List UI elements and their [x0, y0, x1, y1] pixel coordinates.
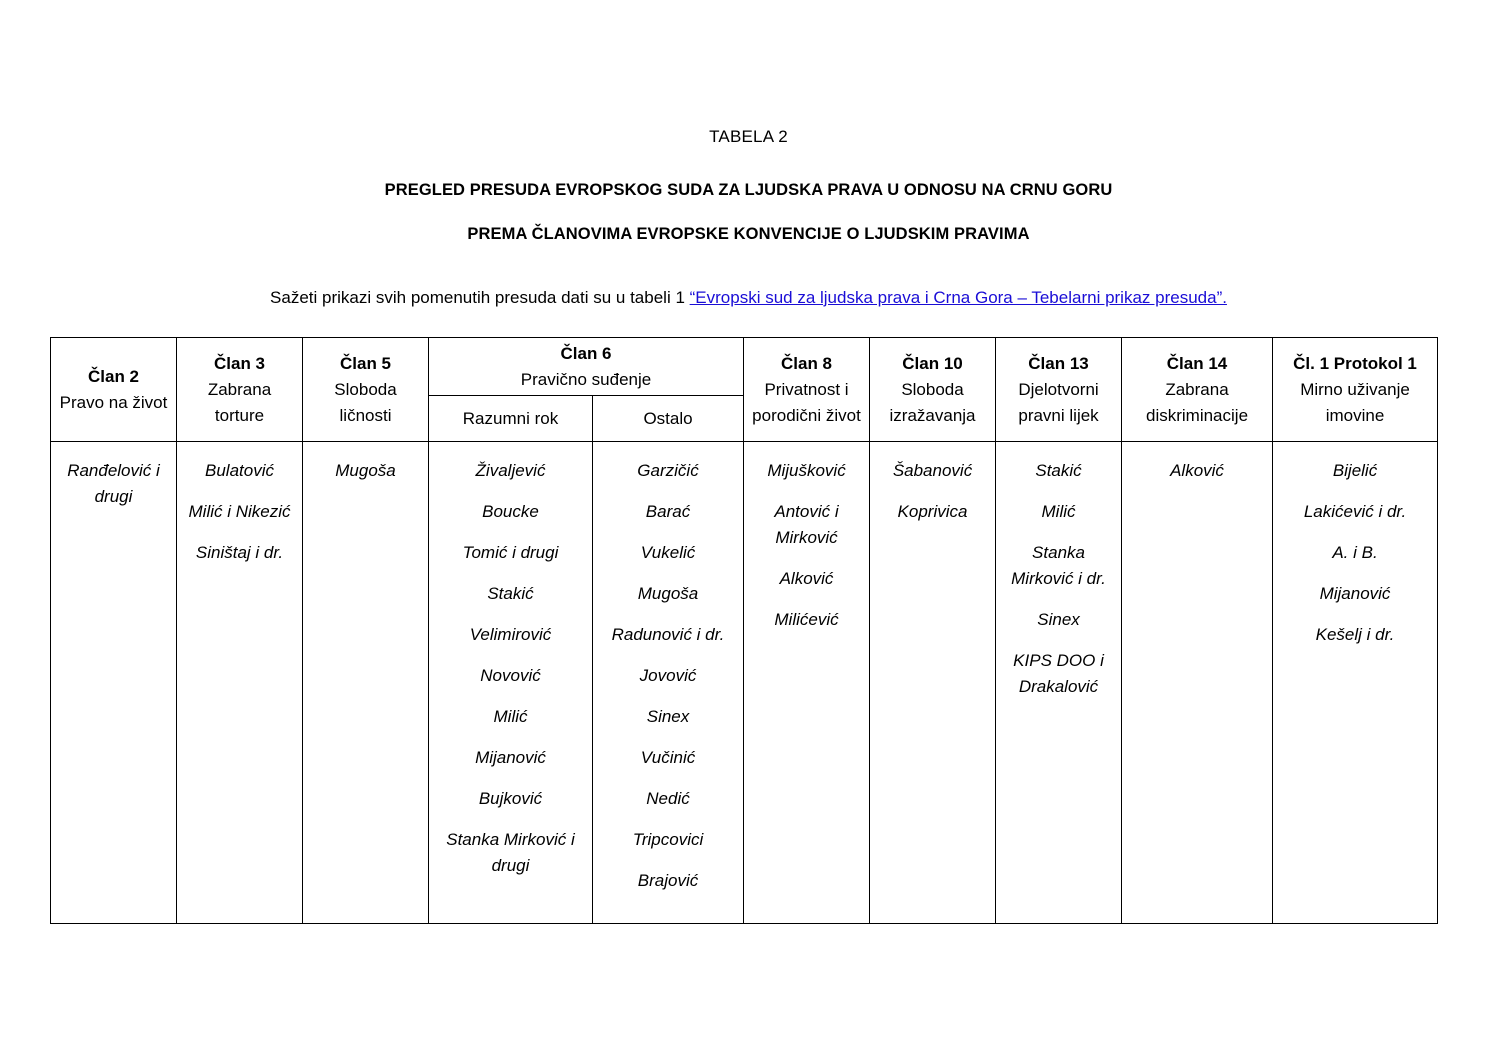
- article-subject: Sloboda ličnosti: [334, 379, 397, 425]
- case-name: Tripcovici: [632, 830, 704, 849]
- case-name: Vukelić: [640, 543, 696, 562]
- document-subtitle: PREMA ČLANOVIMA EVROPSKE KONVENCIJE O LJUDSKIM PRAVIMA: [467, 225, 1030, 243]
- article-label: Član 8: [781, 353, 833, 373]
- article-label: Čl. 1 Protokol 1: [1293, 353, 1417, 373]
- article-subject: Djelotvorni pravni lijek: [1018, 379, 1099, 425]
- article-subject: Zabrana torture: [207, 379, 272, 425]
- cell-clan-10: [870, 442, 996, 924]
- case-name: Mijanović: [1319, 584, 1391, 603]
- subheader-razumni-rok: Razumni rok: [429, 396, 593, 442]
- case-name: Garzičić: [637, 461, 699, 480]
- table-1-link[interactable]: “Evropski sud za ljudska prava i Crna Gora – Tebelarni prikaz presuda”.: [689, 288, 1227, 307]
- case-name: Milićević: [774, 610, 839, 629]
- case-name: Koprivica: [897, 502, 968, 521]
- article-label: Član 14: [1166, 353, 1228, 373]
- document-title: PREGLED PRESUDA EVROPSKOG SUDA ZA LJUDSKA PRAVA U ODNOSU NA CRNU GORU: [384, 181, 1113, 199]
- article-label: Član 3: [213, 353, 266, 373]
- case-name: Šabanović: [892, 461, 973, 480]
- intro-text: Sažeti prikazi svih pomenutih presuda dati su u tabeli 1: [270, 288, 690, 307]
- article-label: Član 2: [87, 366, 140, 386]
- case-name: Mijušković: [767, 461, 846, 480]
- header-clan-3: [177, 338, 303, 442]
- header-clan-5: [303, 338, 429, 442]
- case-name: Antović i Mirković: [774, 502, 839, 547]
- case-name: Sinex: [646, 707, 690, 726]
- case-name: Stakić: [1035, 461, 1082, 480]
- case-name: Stakić: [487, 584, 534, 603]
- cell-clan-14: [1122, 442, 1273, 924]
- case-name: Lakićević i dr.: [1303, 502, 1407, 521]
- header-clan-13: [996, 338, 1122, 442]
- case-name: Sinex: [1037, 610, 1080, 629]
- article-subject: Privatnost i porodični život: [752, 379, 861, 425]
- subheader-ostalo: Ostalo: [593, 396, 744, 442]
- case-name: KIPS DOO i Drakalović: [1013, 651, 1104, 696]
- case-name: Milić: [493, 707, 528, 726]
- header-protokol-1: [1273, 338, 1438, 442]
- article-subject: Pravično suđenje: [520, 369, 652, 389]
- case-name: Mijanović: [475, 748, 546, 767]
- cell-clan-8: [744, 442, 870, 924]
- cell-protokol-1: [1273, 442, 1438, 924]
- header-clan-2: [51, 338, 177, 442]
- article-subject: Sloboda izražavanja: [889, 379, 976, 425]
- intro-paragraph: [0, 288, 1497, 308]
- case-name: Vučinić: [640, 748, 696, 767]
- case-name: Novović: [480, 666, 541, 685]
- table-header-row: [51, 338, 1438, 396]
- case-name: Jovović: [639, 666, 697, 685]
- cell-clan-13: [996, 442, 1122, 924]
- case-name: Tomić i drugi: [462, 543, 559, 562]
- case-name: Alković: [779, 569, 834, 588]
- article-subject: Mirno uživanje imovine: [1300, 379, 1410, 425]
- case-name: Ranđelović i drugi: [67, 461, 160, 506]
- case-name: A. i B.: [1332, 543, 1378, 562]
- case-name: Brajović: [637, 871, 699, 890]
- table-row: [51, 442, 1438, 924]
- case-name: Živaljević: [475, 461, 546, 480]
- header-clan-6: [429, 338, 744, 396]
- cell-clan-6-ostalo: [593, 442, 744, 924]
- case-name: Milić: [1041, 502, 1076, 521]
- case-name: Kešelj i dr.: [1315, 625, 1395, 644]
- case-name: Mugoša: [335, 461, 396, 480]
- case-name: Barać: [645, 502, 691, 521]
- cell-clan-6-razumni-rok: [429, 442, 593, 924]
- case-name: Alković: [1170, 461, 1224, 480]
- cell-clan-2: [51, 442, 177, 924]
- article-label: Član 5: [339, 353, 392, 373]
- header-clan-14: [1122, 338, 1273, 442]
- case-name: Stanka Mirković i drugi: [446, 830, 575, 875]
- header-clan-10: [870, 338, 996, 442]
- case-name: Velimirović: [469, 625, 552, 644]
- cell-clan-3: [177, 442, 303, 924]
- case-name: Mugoša: [637, 584, 699, 603]
- judgments-table: [50, 337, 1438, 924]
- cell-clan-5: [303, 442, 429, 924]
- article-label: Član 10: [902, 353, 963, 373]
- case-name: Bujković: [478, 789, 543, 808]
- article-label: Član 6: [560, 343, 612, 363]
- table-label: TABELA 2: [709, 127, 788, 146]
- case-name: Stanka Mirković i dr.: [1011, 543, 1106, 588]
- header-clan-8: [744, 338, 870, 442]
- case-name: Bijelić: [1332, 461, 1378, 480]
- case-name: Radunović i dr.: [611, 625, 725, 644]
- case-name: Siništaj i dr.: [195, 543, 284, 562]
- case-name: Nedić: [646, 789, 690, 808]
- case-name: Boucke: [482, 502, 539, 521]
- case-name: Milić i Nikezić: [188, 502, 291, 521]
- article-subject: Zabrana diskriminacije: [1146, 379, 1249, 425]
- article-subject: Pravo na život: [59, 392, 168, 412]
- case-name: Bulatović: [205, 461, 274, 480]
- article-label: Član 13: [1028, 353, 1089, 373]
